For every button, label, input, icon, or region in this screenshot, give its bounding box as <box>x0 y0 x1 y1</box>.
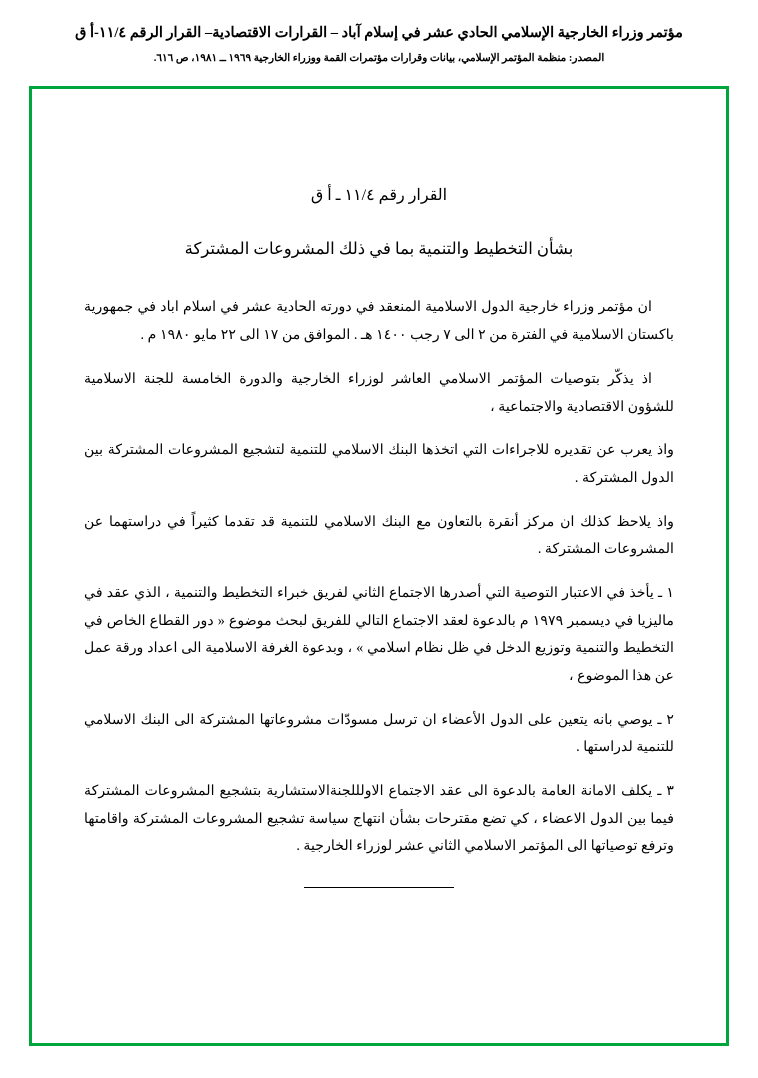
paragraph: ١ ـ يأخذ في الاعتبار التوصية التي أصدرها الاجتماع الثاني لفريق خبراء التخطيط والتنمية ، الذي عقد في ماليزيا في ديسمبر ١٩٧٩ م بالدعوة لعقد الاجتماع التالي للفريق لبحث موضوع « دور القطاع الخاص في التخطيط والتنمية وتوزيع الدخل في ظل نظام اسلامي » ، وبدعوة الغرفة الاسلامية الى اعداد ورقة عمل عن هذا الموضوع ، <box>84 584 675 685</box>
paragraph: واذ يعرب عن تقديره للاجراءات التي اتخذها البنك الاسلامي للتنمية لتشجيع المشروعات المشتركة بين الدول المشتركة . <box>84 442 674 486</box>
paragraph: ٣ ـ يكلف الامانة العامة بالدعوة الى عقد الاجتماع الاولللجنةالاستشارية بتشجيع المشروعات المشتركة فيما بين الدول الاعضاء ، كي تضع مقترحات بشأن انتهاج سياسة تشجيع المشروعات المشتركة واقامتها وترفع توصياتها الى المؤتمر الاسلامي الثاني عشر لوزراء الخارجية . <box>84 783 674 855</box>
decision-number: القرار رقم ١١/٤ ـ أ ق <box>310 187 448 204</box>
header-source: المصدر: منظمة المؤتمر الإسلامي، بيانات وقرارات مؤتمرات القمة ووزراء الخارجية ١٩٦٩ ــ ١٩٨١، ص ٦١٦. <box>153 52 605 64</box>
green-frame <box>29 86 729 1046</box>
page-header <box>0 0 758 64</box>
paragraph: ٢ ـ يوصي بانه يتعين على الدول الأعضاء ان ترسل مسودّات مشروعاتها المشتركة الى البنك الاسلامي للتنمية لدراستها . <box>84 711 674 756</box>
document-body <box>32 89 726 1043</box>
paragraph: ان مؤتمر وزراء خارجية الدول الاسلامية المنعقد في دورته الحادية عشر في اسلام اباد في جمهورية باكستان الاسلامية في الفترة من ٢ الى ٧ رجب ١٤٠٠ هـ . الموافق من ١٧ الى ٢٢ مايو ١٩٨٠ م . <box>84 299 674 344</box>
header-title: مؤتمر وزراء الخارجية الإسلامي الحادي عشر في إسلام آباد – القرارات الاقتصادية– القرار الرقم ١١/٤-أ ق <box>75 25 683 41</box>
decision-subject: بشأن التخطيط والتنمية بما في ذلك المشروعات المشتركة <box>184 239 574 259</box>
end-rule <box>304 887 454 888</box>
paragraph: اذ يذكّر بتوصيات المؤتمر الاسلامي العاشر لوزراء الخارجية والدورة الخامسة للجنة الاسلامية للشؤون الاقتصادية والاجتماعية ، <box>84 370 674 415</box>
paragraph: واذ يلاحظ كذلك ان مركز أنقرة بالتعاون مع البنك الاسلامي للتنمية قد تقدما كثيراً في دراستهما عن المشروعات المشتركة . <box>84 513 674 558</box>
